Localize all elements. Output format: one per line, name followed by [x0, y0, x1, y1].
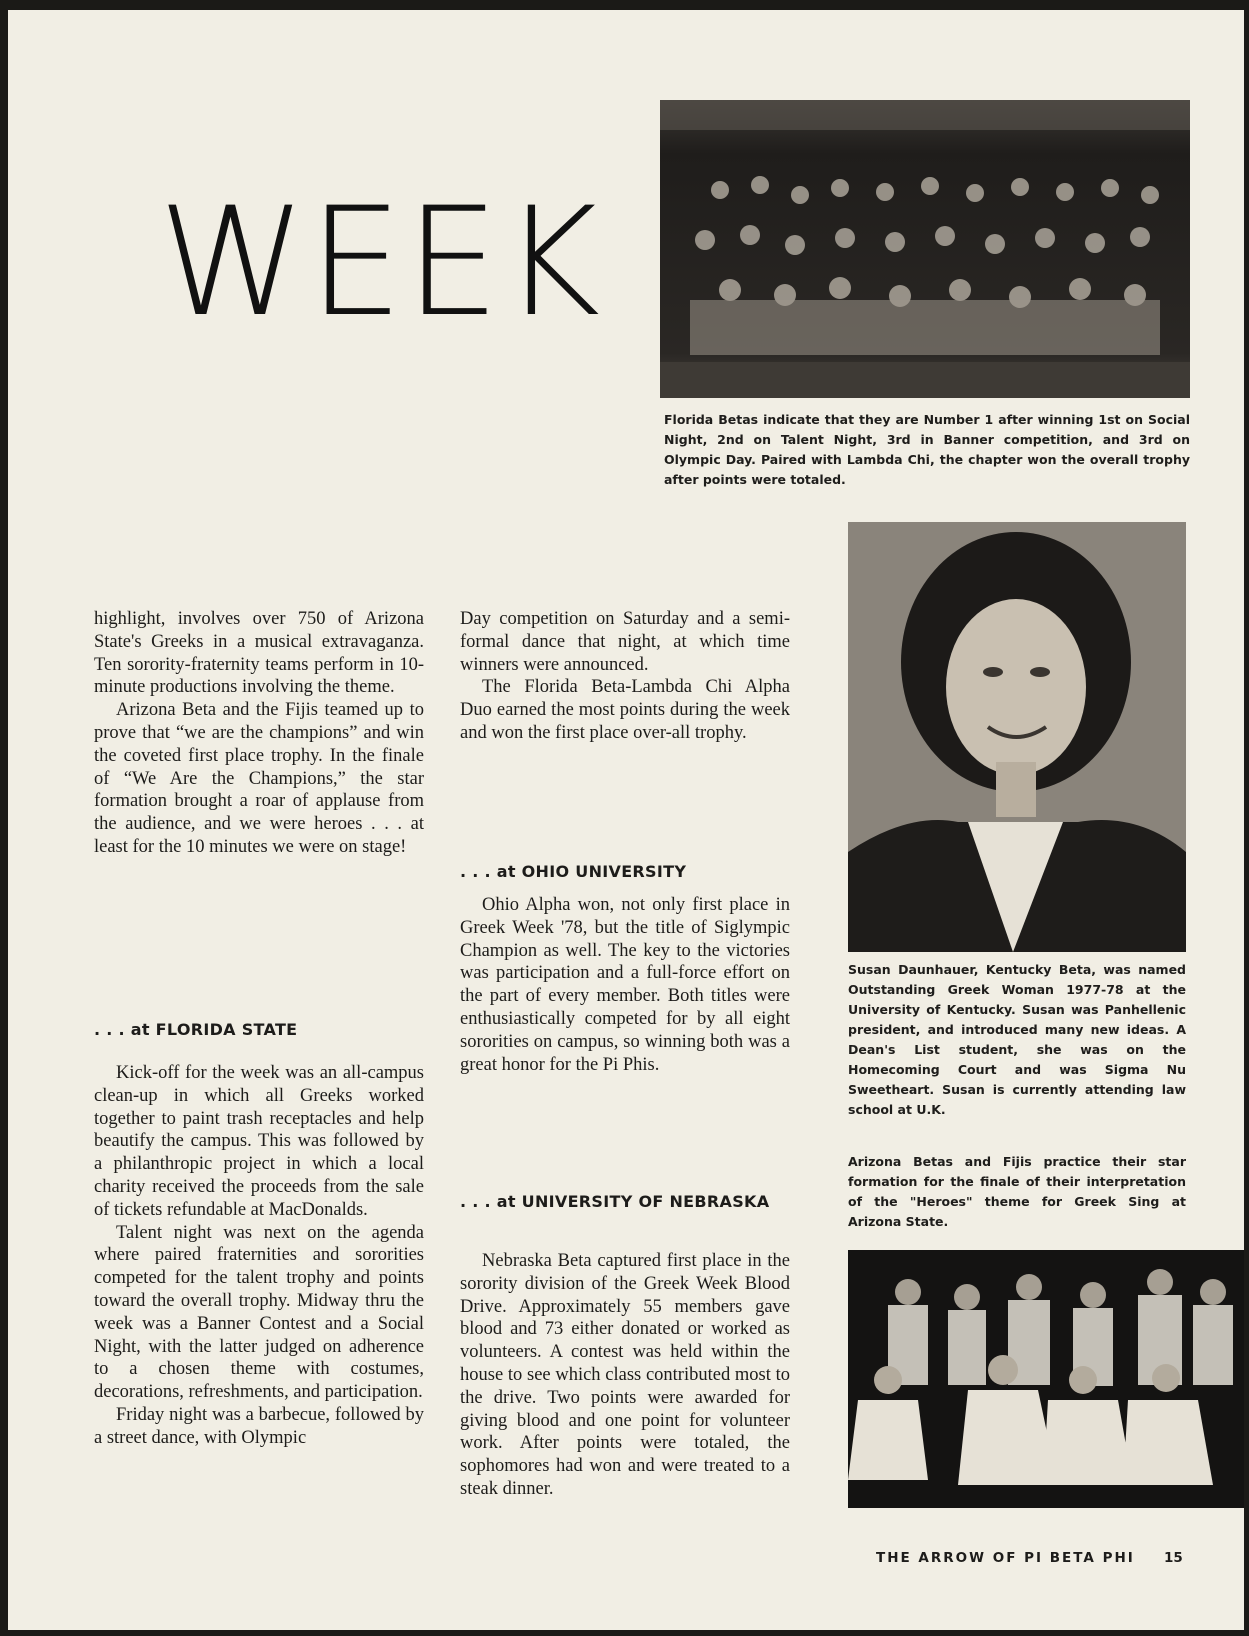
- florida-beta-group-photo: [660, 100, 1190, 398]
- photo2-caption: Susan Daunhauer, Kentucky Beta, was named Outstanding Greek Woman 1977-78 at the University of Kentucky. Susan was Panhellenic president, and introduced many new ideas. A Dean's List student, she was on the Homecoming Court and was Sigma Nu Sweetheart. Susan is currently attending law school at U.K.: [848, 962, 1186, 1117]
- paragraph: Nebraska Beta captured first place in the sorority division of the Greek Week Blood Drive. Approximately 55 members gave blood and 73 either donated or worked as volunteers. A contest was held within the house to see which class contributed most to the drive. Two points were awarded for giving blood and one point for volunteer work. After points were totaled, the sophomores had won and were treated to a steak dinner.: [460, 1251, 790, 1499]
- paragraph: Day competition on Saturday and a semi-formal dance that night, at which time winners were announced.: [460, 609, 790, 675]
- column-1-intro: [94, 608, 424, 859]
- magazine-page: [8, 10, 1244, 1630]
- florida-state-heading: . . . at FLORIDA STATE: [94, 1020, 298, 1039]
- column-2-ohio: [460, 894, 790, 1076]
- photo1-caption: Florida Betas indicate that they are Number 1 after winning 1st on Social Night, 2nd on Talent Night, 3rd in Banner competition, and 3rd on Olympic Day. Paired with Lambda Chi, the chapter won the overall trophy after points were totaled.: [664, 412, 1190, 487]
- arizona-star-formation-photo: [848, 1250, 1244, 1508]
- paragraph: The Florida Beta-Lambda Chi Alpha Duo earned the most points during the week and won the first place over-all trophy.: [460, 677, 790, 743]
- paragraph: Ohio Alpha won, not only first place in Greek Week '78, but the title of Siglympic Champion as well. The key to the victories was participation and a full-force effort on the part of every member. Both titles were enthusiastically competed for by all eight sororities on campus, so winning both was a great honor for the Pi Phis.: [460, 895, 790, 1075]
- paragraph: Kick-off for the week was an all-campus clean-up in which all Greeks worked together to paint trash receptacles and help beautify the campus. This was followed by a philanthropic project in which a local charity received the proceeds from the sale of tickets refundable at MacDonalds.: [94, 1063, 424, 1220]
- ohio-university-heading: . . . at OHIO UNIVERSITY: [460, 862, 687, 881]
- paragraph: Friday night was a barbecue, followed by a street dance, with Olympic: [94, 1404, 424, 1448]
- paragraph: Talent night was next on the agenda where paired fraternities and sororities competed for the talent trophy and points toward the overall trophy. Midway thru the week was a Banner Contest and a Social Night, with the latter judged on adherence to a chosen theme with costumes, decorations, refreshments, and participation.: [94, 1222, 424, 1403]
- paragraph: Arizona Beta and the Fijis teamed up to prove that “we are the champions” and win the coveted first place trophy. In the finale of “We Are the Champions,” the star formation brought a roar of applause from the audience, and we were heroes . . . at least for the 10 minutes we were on stage!: [94, 700, 424, 857]
- photo3-caption: Arizona Betas and Fijis practice their star formation for the finale of their interpretation of the "Heroes" theme for Greek Sing at Arizona State.: [848, 1154, 1186, 1229]
- column-1-florida: [94, 1062, 424, 1450]
- column-2-intro: [460, 608, 790, 745]
- page-number: 15: [1164, 1550, 1183, 1566]
- susan-daunhauer-portrait: [848, 522, 1186, 952]
- page-title: WEEK: [158, 176, 603, 350]
- column-2-nebraska: [460, 1250, 790, 1501]
- paragraph: highlight, involves over 750 of Arizona State's Greeks in a musical extravaganza. Ten sorority-fraternity teams perform in 10-minute productions involving the theme.: [94, 609, 424, 698]
- university-of-nebraska-heading: . . . at UNIVERSITY OF NEBRASKA: [460, 1192, 770, 1211]
- publication-footer: THE ARROW OF PI BETA PHI: [876, 1550, 1135, 1566]
